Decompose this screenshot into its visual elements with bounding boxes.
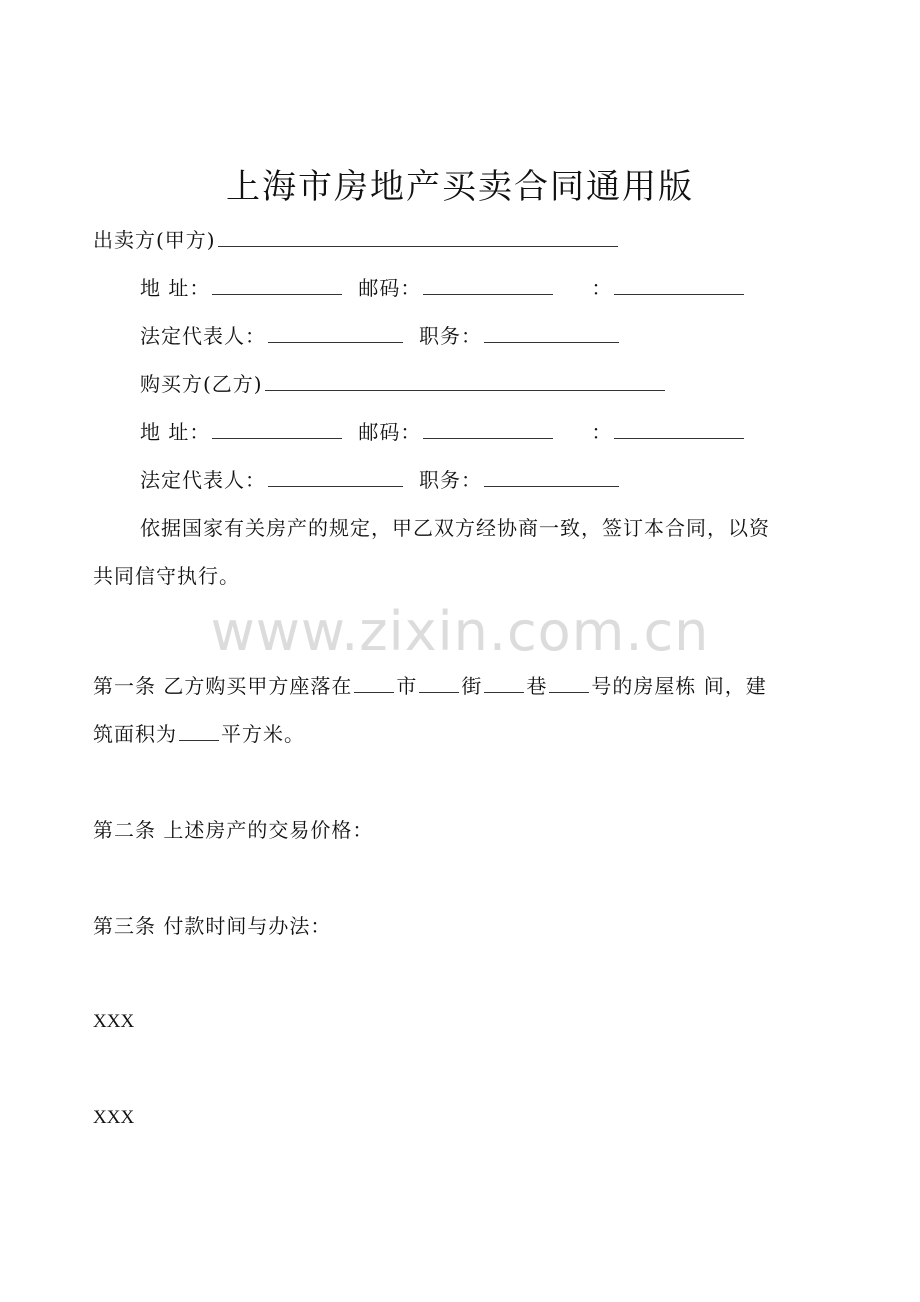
area-label: 筑面积为 <box>93 722 177 746</box>
article-1-text: 第一条 乙方购买甲方座落在 <box>93 674 353 698</box>
buyer-name-blank <box>265 370 665 391</box>
article-1-line-2 <box>93 710 834 758</box>
seller-address-label: 地 址： <box>140 276 211 300</box>
lane-label: 巷 <box>526 674 548 698</box>
number-blank <box>549 672 589 693</box>
buyer-rep-label: 法定代表人： <box>140 468 266 492</box>
article-3: 第三条 付款时间与办法： <box>93 914 332 938</box>
seller-extra-label: ： <box>591 276 613 300</box>
lane-blank <box>484 672 524 693</box>
seller-position-blank <box>484 322 619 343</box>
seller-rep-row <box>93 312 834 360</box>
buyer-extra-label: ： <box>591 420 613 444</box>
seller-rep-label: 法定代表人： <box>140 324 266 348</box>
document-title: 上海市房地产买卖合同通用版 <box>226 167 694 207</box>
seller-line <box>93 216 834 264</box>
watermark: www.zixin.com.cn <box>210 600 710 663</box>
article-2: 第二条 上述房产的交易价格： <box>93 818 374 842</box>
seller-name-blank <box>218 226 618 247</box>
article-1 <box>93 662 834 710</box>
buyer-extra-blank <box>614 418 744 439</box>
seller-position-label: 职务： <box>419 324 482 348</box>
intro-line-1: 依据国家有关房产的规定，甲乙双方经协商一致，签订本合同，以资 <box>140 516 770 540</box>
buyer-address-row <box>93 408 834 456</box>
buyer-rep-blank <box>268 466 403 487</box>
buyer-postcode-label: 邮码： <box>358 420 422 444</box>
seller-extra-blank <box>614 274 744 295</box>
seller-rep-blank <box>268 322 403 343</box>
buyer-line <box>93 360 834 408</box>
street-label: 街 <box>461 674 483 698</box>
street-blank <box>419 672 459 693</box>
city-label: 市 <box>396 674 418 698</box>
area-unit: 平方米。 <box>221 722 305 746</box>
buyer-position-blank <box>484 466 619 487</box>
buyer-rep-row <box>93 456 834 504</box>
buyer-address-label: 地 址： <box>140 420 211 444</box>
seller-address-blank <box>212 274 342 295</box>
buyer-postcode-blank <box>423 418 553 439</box>
buyer-address-blank <box>212 418 342 439</box>
city-blank <box>354 672 394 693</box>
placeholder-text: XXX <box>93 1107 135 1128</box>
placeholder-text: XXX <box>93 1011 135 1032</box>
buyer-position-label: 职务： <box>419 468 482 492</box>
seller-postcode-blank <box>423 274 553 295</box>
seller-label: 出卖方(甲方) <box>93 228 216 252</box>
intro-line-2: 共同信守执行。 <box>93 564 240 588</box>
buyer-label: 购买方(乙方) <box>140 372 263 396</box>
seller-postcode-label: 邮码： <box>358 276 422 300</box>
house-label: 号的房屋栋 间，建 <box>591 674 767 698</box>
seller-address-row <box>93 264 834 312</box>
area-blank <box>179 720 219 741</box>
